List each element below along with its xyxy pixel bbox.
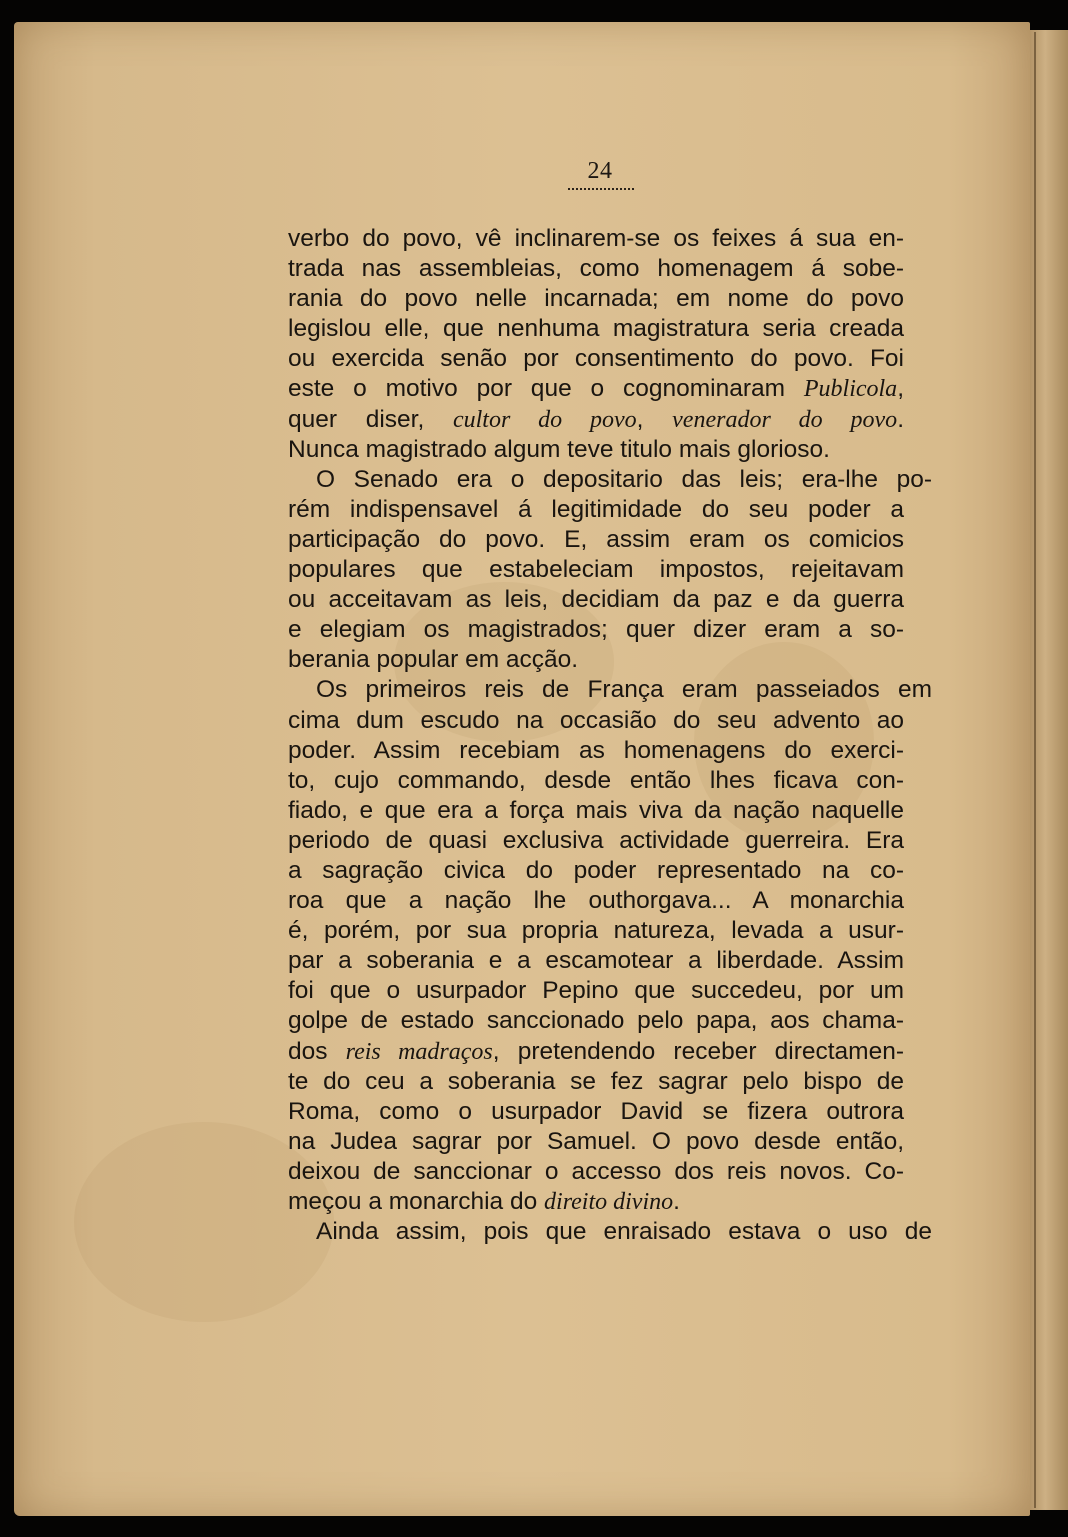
text-span: rania do povo nelle incarnada; em nome do povo — [288, 285, 904, 313]
text-line — [288, 465, 932, 495]
text-line — [288, 796, 904, 826]
text-span: poder. Assim recebiam as homenagens do exerci- — [288, 736, 904, 764]
text-line — [288, 314, 904, 344]
text-span: , — [636, 405, 673, 433]
text-line — [288, 706, 904, 736]
text-span: este o motivo por que o cognominaram — [288, 375, 804, 403]
text-span: roa que a nação lhe outhorgava... A monarchia — [288, 887, 904, 915]
body-text — [288, 224, 932, 1247]
text-line — [288, 645, 904, 675]
text-span: deixou de sanccionar o accesso dos reis novos. Co- — [288, 1157, 904, 1185]
text-span: rém indispensavel á legitimidade do seu poder a — [288, 495, 904, 523]
italic-text: reis madraços — [345, 1038, 493, 1065]
text-span: a sagração civica do poder representado na co- — [288, 856, 904, 884]
text-line — [288, 1127, 904, 1157]
text-span: Nunca magistrado algum teve titulo mais glorioso. — [288, 435, 830, 463]
text-span: , pretendendo receber directamen- — [492, 1037, 904, 1065]
text-span: quer diser, — [288, 405, 453, 433]
italic-text: venerador do povo — [672, 406, 898, 433]
text-line — [288, 585, 904, 615]
page-edge-line — [1034, 32, 1036, 1508]
text-line — [288, 766, 904, 796]
text-line — [288, 886, 904, 916]
italic-text: direito divino — [544, 1189, 674, 1215]
page-number-rule — [568, 188, 634, 190]
text-span: to, cujo commando, desde então lhes ficava con- — [288, 766, 904, 794]
text-span: golpe de estado sanccionado pelo papa, aos chama- — [288, 1007, 904, 1035]
text-line — [288, 615, 904, 645]
text-line — [288, 495, 904, 525]
text-line — [288, 344, 904, 374]
text-span: foi que o usurpador Pepino que succedeu, por um — [288, 977, 904, 1005]
text-span: ou exercida senão por consentimento do povo. Foi — [288, 345, 904, 373]
text-span: , — [897, 375, 904, 403]
text-line — [288, 976, 904, 1006]
text-span: e elegiam os magistrados; quer dizer eram a so- — [288, 616, 904, 644]
text-line — [288, 1067, 904, 1097]
text-line — [288, 525, 904, 555]
text-line — [288, 675, 932, 705]
text-span: periodo de quasi exclusiva actividade guerreira. Era — [288, 826, 904, 854]
text-line — [288, 826, 904, 856]
text-span: verbo do povo, vê inclinarem-se os feixes á sua en- — [288, 225, 904, 252]
text-span: meçou a monarchia do — [288, 1188, 545, 1215]
text-span: na Judea sagrar por Samuel. O povo desde então, — [288, 1127, 904, 1155]
text-span: populares que estabeleciam impostos, rejeitavam — [288, 556, 904, 584]
text-span: trada nas assembleias, como homenagem á sobe- — [288, 255, 904, 283]
text-line — [288, 946, 904, 976]
text-span: par a soberania e a escamotear a liberdade. Assim — [288, 947, 904, 975]
text-span: é, porém, por sua propria natureza, levada a usur- — [288, 917, 904, 945]
text-line — [288, 435, 904, 465]
text-line — [288, 1006, 904, 1036]
text-span: dos — [288, 1037, 346, 1065]
text-line — [288, 1157, 904, 1187]
text-span: legislou elle, que nenhuma magistratura seria creada — [288, 315, 904, 343]
text-span: ou acceitavam as leis, decidiam da paz e da guerra — [288, 586, 904, 614]
text-line — [288, 1187, 904, 1217]
text-span: cima dum escudo na occasião do seu advento ao — [288, 706, 904, 734]
text-span: . — [897, 405, 904, 433]
italic-text: cultor do povo — [452, 406, 637, 433]
text-span: berania popular em acção. — [288, 646, 579, 674]
text-line — [288, 555, 904, 585]
text-line — [288, 224, 904, 254]
text-line — [288, 405, 904, 435]
text-span: te do ceu a soberania se fez sagrar pelo bispo de — [288, 1067, 904, 1095]
text-line — [288, 1217, 932, 1247]
text-line — [288, 1037, 904, 1067]
text-line — [288, 374, 904, 404]
text-span: Ainda assim, pois que enraisado estava o uso de — [316, 1218, 932, 1246]
text-line — [288, 284, 904, 314]
text-span: participação do povo. E, assim eram os comicios — [288, 525, 904, 553]
text-span: Roma, como o usurpador David se fizera outrora — [288, 1097, 904, 1125]
text-line — [288, 736, 904, 766]
page-number: 24 — [587, 158, 613, 184]
text-line — [288, 856, 904, 886]
text-span: fiado, e que era a força mais viva da nação naquelle — [288, 796, 904, 824]
text-span: . — [673, 1188, 680, 1215]
text-span: O Senado era o depositario das leis; era-lhe po- — [316, 465, 932, 493]
text-line — [288, 916, 904, 946]
text-span: Os primeiros reis de França eram passeiados em — [316, 676, 932, 704]
text-line — [288, 254, 904, 284]
italic-text: Publicola — [803, 376, 898, 403]
text-line — [288, 1097, 904, 1127]
